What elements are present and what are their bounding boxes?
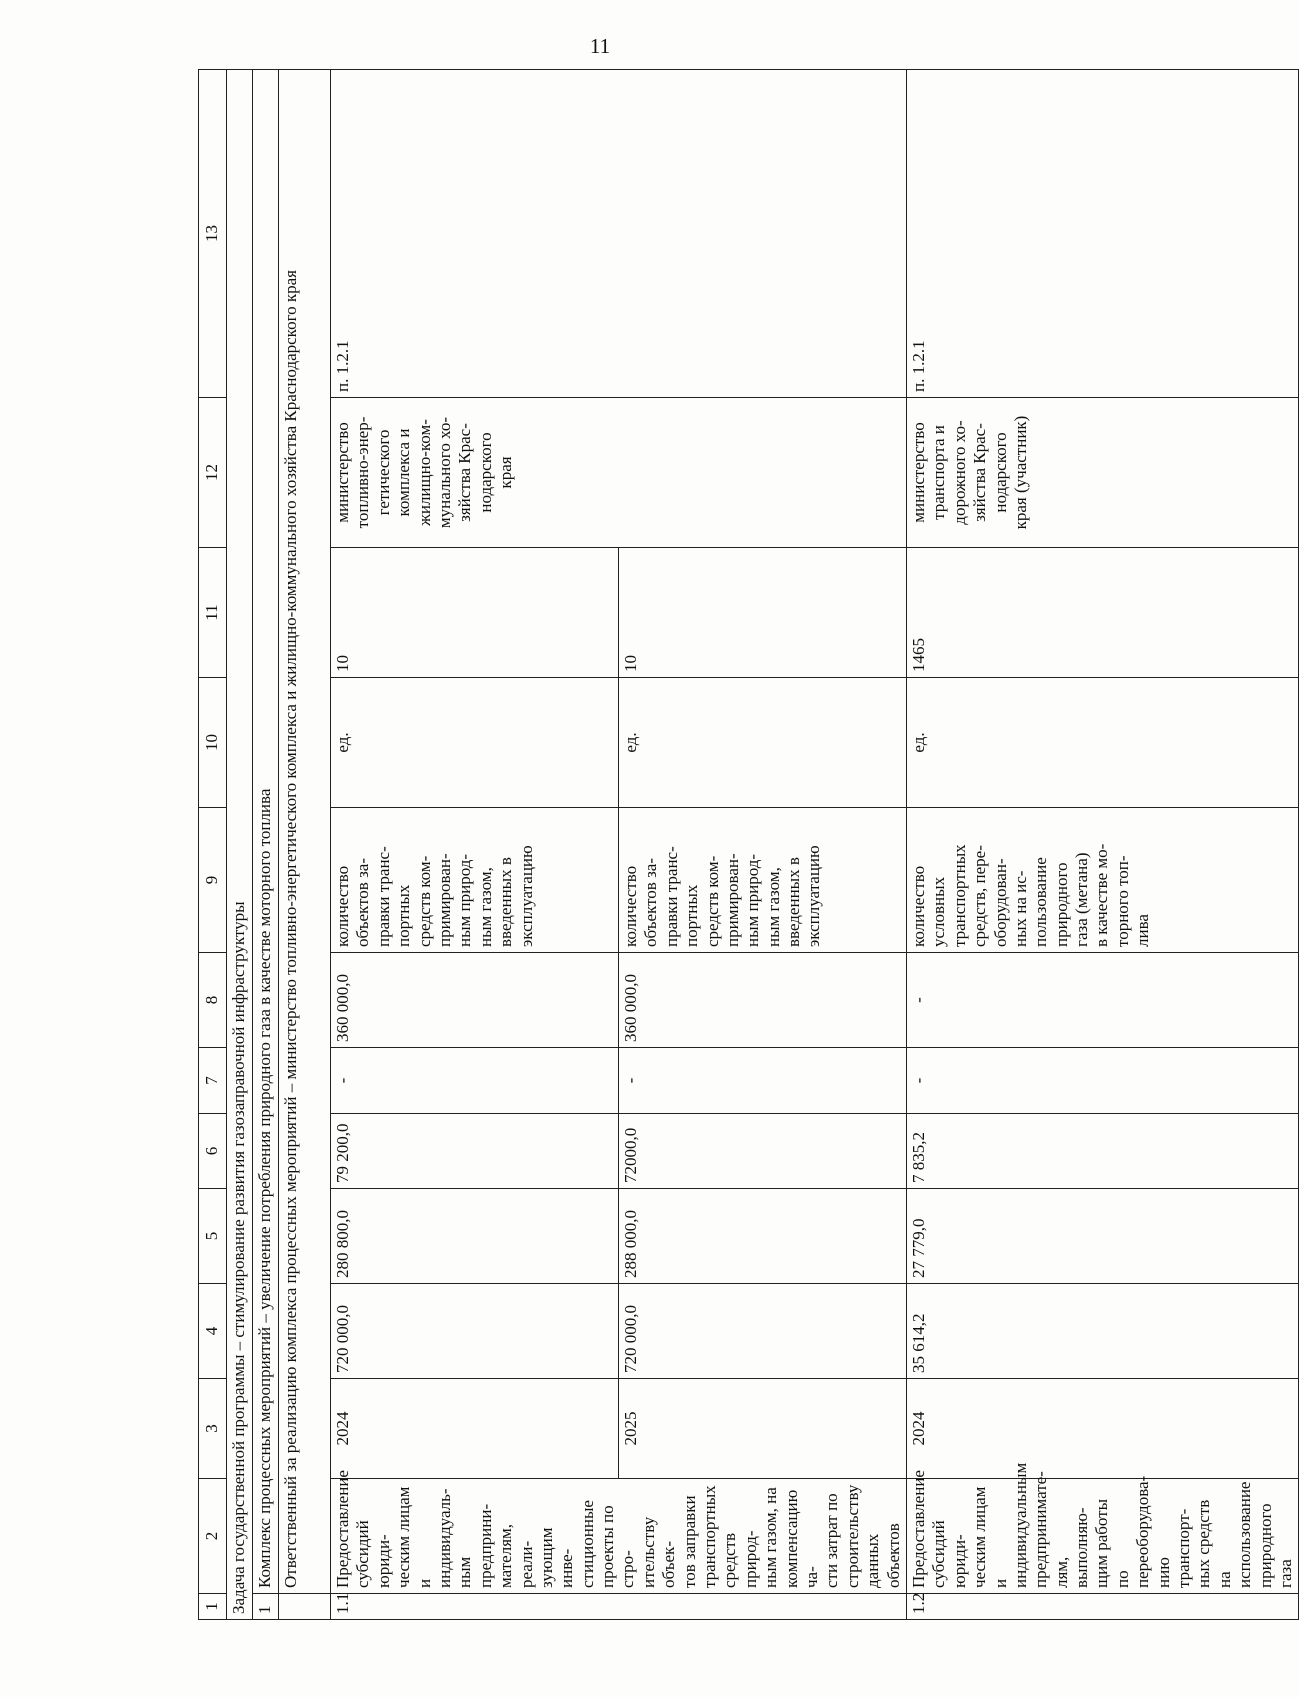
unit-cell: ед. bbox=[618, 678, 906, 808]
indicator-cell: количество объектов за- правки транс- портных средств ком- примирован- ным природ- ным газом, введенных в эксплуатацию bbox=[331, 808, 619, 953]
column-7-cell: - bbox=[906, 1048, 1298, 1114]
total-cell: 720 000,0 bbox=[618, 1284, 906, 1379]
column-number: 9 bbox=[199, 808, 227, 953]
program-table bbox=[198, 69, 1299, 1620]
value-cell: 1465 bbox=[906, 548, 1298, 678]
column-number: 7 bbox=[199, 1048, 227, 1114]
column-number: 5 bbox=[199, 1189, 227, 1284]
page-number: 11 bbox=[589, 34, 611, 58]
column-number: 10 bbox=[199, 678, 227, 808]
column-8-cell: - bbox=[906, 953, 1298, 1048]
complex-row bbox=[253, 70, 279, 1620]
value-cell: 10 bbox=[618, 548, 906, 678]
column-6-cell: 79 200,0 bbox=[331, 1114, 619, 1189]
column-number: 11 bbox=[199, 548, 227, 678]
row-number: 1.2 bbox=[906, 1594, 1298, 1620]
column-5-cell: 288 000,0 bbox=[618, 1189, 906, 1284]
responsible-text: Ответственный за реализацию комплекса процессных мероприятий – министерство топливно-энергетического комплекса и жилищно-коммунального хозяйства Краснодарского края bbox=[279, 70, 331, 1594]
column-6-cell: 7 835,2 bbox=[906, 1114, 1298, 1189]
row-description: Предоставление субсидий юриди- ческим лицам и индивидуальным предпринимате- лям, выполняю- щим работы по переоборудова- нию транспорт- ных средств на использование природного газа bbox=[906, 1479, 1298, 1594]
value-cell: 10 bbox=[331, 548, 619, 678]
complex-title: Комплекс процессных мероприятий – увеличение потребления природного газа в качестве моторного топлива bbox=[253, 70, 279, 1594]
indicator-cell: количество условных транспортных средств, пере- оборудован- ных на ис- пользование природного газа (метана) в качестве мо- торного топ- лива bbox=[906, 808, 1298, 953]
year-cell: 2025 bbox=[618, 1379, 906, 1479]
complex-number: 1 bbox=[253, 1594, 279, 1620]
executor-cell: министерство транспорта и дорожного хо- зяйства Крас- нодарского края (участник) bbox=[906, 398, 1298, 548]
total-cell: 720 000,0 bbox=[331, 1284, 619, 1379]
column-5-cell: 27 779,0 bbox=[906, 1189, 1298, 1284]
unit-cell: ед. bbox=[906, 678, 1298, 808]
column-number: 3 bbox=[199, 1379, 227, 1479]
column-5-cell: 280 800,0 bbox=[331, 1189, 619, 1284]
rotated-table-container bbox=[198, 70, 1295, 1620]
year-cell: 2024 bbox=[331, 1379, 619, 1479]
total-cell: 35 614,2 bbox=[906, 1284, 1298, 1379]
task-header: Задача государственной программы – стимулирование развития газозаправочной инфраструктуры bbox=[227, 70, 253, 1620]
column-6-cell: 72000,0 bbox=[618, 1114, 906, 1189]
year-cell: 2024 bbox=[906, 1379, 1298, 1479]
column-number: 8 bbox=[199, 953, 227, 1048]
unit-cell: ед. bbox=[331, 678, 619, 808]
column-number: 2 bbox=[199, 1479, 227, 1594]
table-row bbox=[331, 70, 619, 1620]
column-number: 13 bbox=[199, 70, 227, 398]
column-7-cell: - bbox=[331, 1048, 619, 1114]
column-8-cell: 360 000,0 bbox=[618, 953, 906, 1048]
executor-cell: министерство топливно-энер- гетического комплекса и жилищно-ком- мунального хо- зяйства Крас- нодарского края bbox=[331, 398, 907, 548]
table-row bbox=[906, 70, 1298, 1620]
row-description: Предоставление субсидий юриди- ческим лицам и индивидуаль- ным предприни- мателям, реали- зующим инве- стиционные проекты по стро- ительству объек- тов заправки транспортных средств природ- ным газом, на компенсацию ча- сти затрат по строительству данных объектов bbox=[331, 1479, 907, 1594]
column-number: 6 bbox=[199, 1114, 227, 1189]
column-8-cell: 360 000,0 bbox=[331, 953, 619, 1048]
column-7-cell: - bbox=[618, 1048, 906, 1114]
task-header-row bbox=[227, 70, 253, 1620]
responsible-row bbox=[279, 70, 331, 1620]
reference-cell: п. 1.2.1 bbox=[331, 70, 907, 398]
reference-cell: п. 1.2.1 bbox=[906, 70, 1298, 398]
row-number: 1.1 bbox=[331, 1594, 907, 1620]
responsible-empty-cell bbox=[279, 1594, 331, 1620]
column-number: 12 bbox=[199, 398, 227, 548]
column-number-row bbox=[199, 70, 227, 1620]
column-number: 4 bbox=[199, 1284, 227, 1379]
column-number: 1 bbox=[199, 1594, 227, 1620]
indicator-cell: количество объектов за- правки транс- портных средств ком- примирован- ным природ- ным газом, введенных в эксплуатацию bbox=[618, 808, 906, 953]
